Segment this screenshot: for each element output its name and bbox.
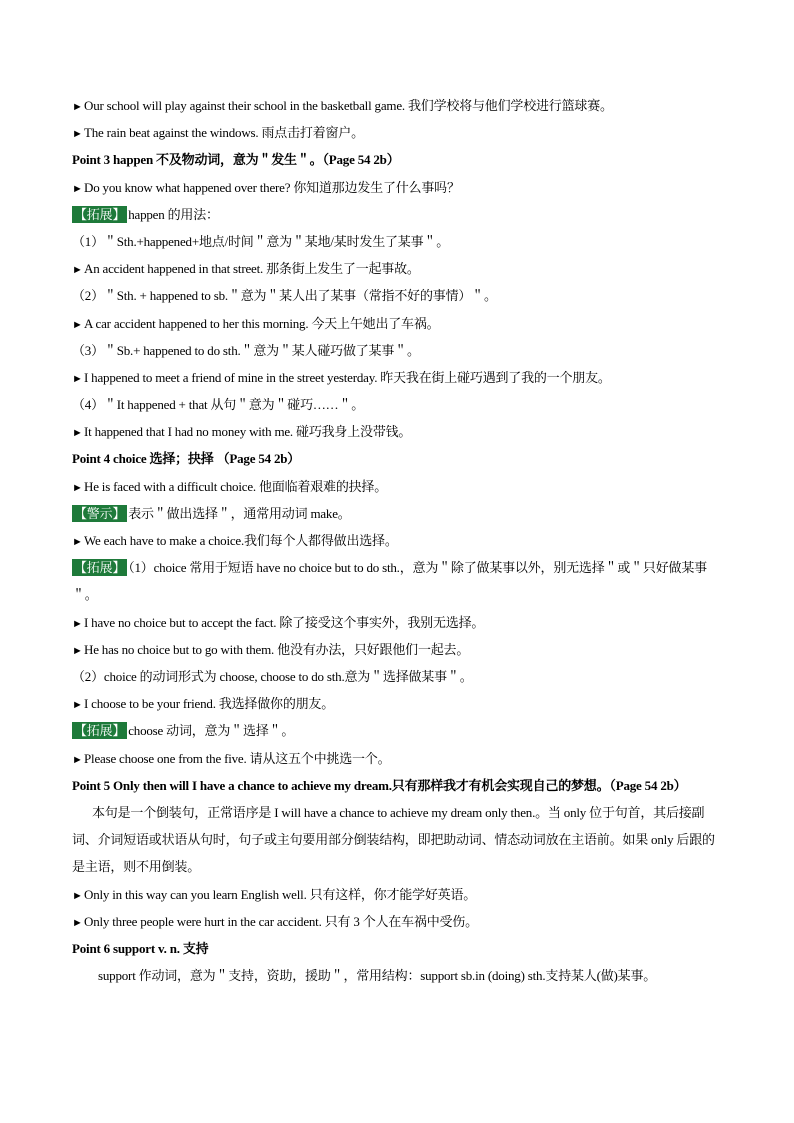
pointer-icon: ►: [72, 699, 83, 712]
example-line: ►Please choose one from the five. 请从这五个中挑选一个。: [72, 745, 722, 772]
pointer-icon: ►: [72, 481, 83, 494]
example-line: ►Do you know what happened over there? 你知道那边发生了什么事吗？: [72, 174, 722, 201]
extension-tag: 【拓展】: [74, 560, 126, 576]
example-line: ►He has no choice but to go with them. 他没有办法，只好跟他们一起去。: [72, 636, 722, 663]
pointer-icon: ►: [72, 644, 83, 657]
example-line: ►A car accident happened to her this morning. 今天上午她出了车祸。: [72, 310, 722, 337]
extension-note: 【拓展】 （1）choice 常用于短语 have no choice but to do sth.，意为＂除了做某事以外，别无选择＂或＂只好做某事＂。: [72, 560, 707, 603]
example-line: ►He is faced with a difficult choice. 他面临着艰难的抉择。: [72, 473, 722, 500]
document-page: [72, 92, 722, 989]
warning-note: 【警示】 表示＂做出选择＂，通常用动词 make。: [74, 505, 351, 521]
usage-line: （2）choice 的动词形式为 choose, choose to do sth.意为＂选择做某事＂。: [72, 668, 473, 684]
usage-line: support 作动词，意为＂支持，资助，援助＂，常用结构：support sb.in (doing) sth.支持某人(做)某事。: [98, 968, 657, 984]
pointer-icon: ►: [72, 617, 83, 630]
extension-tag: 【拓展】: [74, 206, 126, 222]
pointer-icon: ►: [72, 182, 83, 195]
pointer-icon: ►: [72, 264, 83, 277]
example-line: ►Our school will play against their school in the basketball game. 我们学校将与他们学校进行篮球赛。: [72, 92, 722, 119]
usage-line: （4）＂It happened + that 从句＂意为＂碰巧……＂。: [72, 397, 365, 413]
extension-tag: 【拓展】: [74, 723, 126, 739]
example-line: ►An accident happened in that street. 那条街上发生了一起事故。: [72, 255, 722, 282]
pointer-icon: ►: [72, 536, 83, 548]
pointer-icon: ►: [72, 318, 83, 331]
point-heading: Point 4 choice 选择；抉择 （Page 54 2b）: [72, 451, 301, 467]
pointer-icon: ►: [72, 753, 83, 766]
example-line: ►Only three people were hurt in the car accident. 只有 3 个人在车祸中受伤。: [72, 908, 722, 935]
usage-line: （2）＂Sth. + happened to sb.＂意为＂某人出了某事（常指不好的事情）＂。: [72, 288, 497, 304]
explanation-paragraph: 本句是一个倒装句，正常语序是 I will have a chance to achieve my dream only then.。当 only 位于句首，其后接副词、介词短语或状语从句时，句子或主句要用部分倒装结构，即把助动词、情态动词放在主语前。如果 only 后跟的是主语，则不用倒装。: [72, 804, 715, 875]
pointer-icon: ►: [72, 101, 83, 113]
point-heading: Point 3 happen 不及物动词，意为＂发生＂。（Page 54 2b）: [72, 152, 400, 168]
example-line: ►I happened to meet a friend of mine in the street yesterday. 昨天我在街上碰巧遇到了我的一个朋友。: [72, 364, 722, 391]
example-line: ►I have no choice but to accept the fact. 除了接受这个事实外，我别无选择。: [72, 609, 722, 636]
example-line: ►We each have to make a choice.我们每个人都得做出选择。: [72, 527, 722, 554]
usage-line: （1）＂Sth.+happened+地点/时间＂意为＂某地/某时发生了某事＂。: [72, 233, 449, 249]
pointer-icon: ►: [72, 128, 83, 141]
warning-tag: 【警示】: [74, 505, 126, 521]
pointer-icon: ►: [72, 889, 83, 902]
example-line: ►Only in this way can you learn English well. 只有这样，你才能学好英语。: [72, 881, 722, 908]
example-line: ►The rain beat against the windows. 雨点击打着窗户。: [72, 119, 722, 146]
point-heading: Point 6 support v. n. 支持: [72, 940, 209, 956]
usage-line: （3）＂Sb.+ happened to do sth.＂意为＂某人碰巧做了某事＂。: [72, 342, 420, 358]
pointer-icon: ►: [72, 427, 83, 440]
extension-note: 【拓展】 happen 的用法：: [74, 206, 219, 222]
example-line: ►I choose to be your friend. 我选择做你的朋友。: [72, 690, 722, 717]
pointer-icon: ►: [72, 916, 83, 929]
example-line: ►It happened that I had no money with me. 碰巧我身上没带钱。: [72, 418, 722, 445]
pointer-icon: ►: [72, 372, 83, 385]
point-heading: Point 5 Only then will I have a chance to achieve my dream.只有那样我才有机会实现自己的梦想。（Page 54 2b）: [72, 777, 687, 793]
extension-note: 【拓展】 choose 动词，意为＂选择＂。: [74, 723, 295, 739]
